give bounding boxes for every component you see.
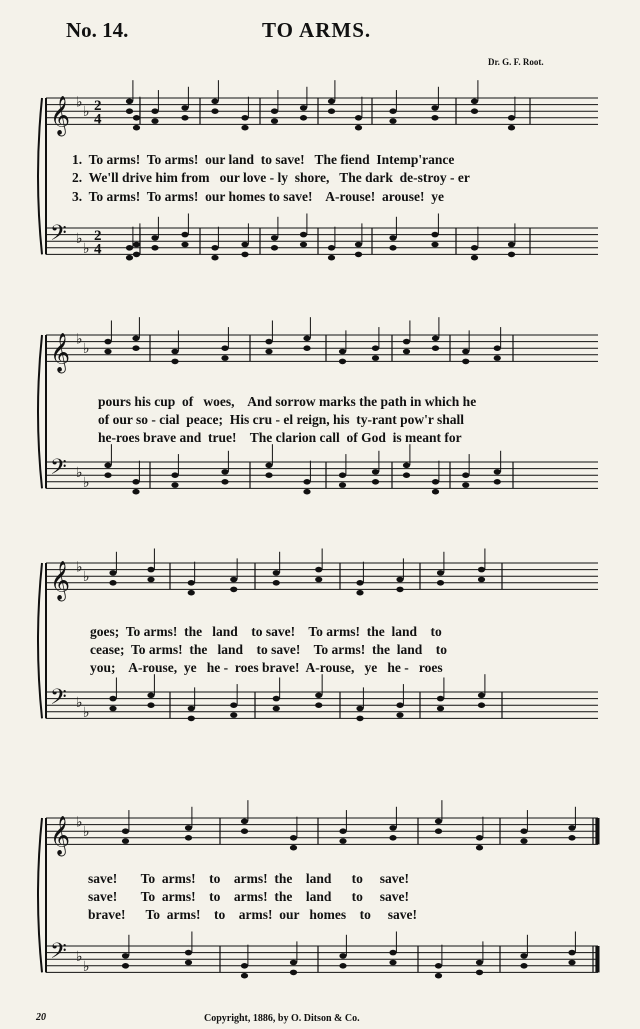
brace-icon [38, 563, 42, 718]
note-head [389, 835, 396, 841]
bass-clef-icon: 𝄢 [50, 939, 67, 970]
note-head [271, 108, 278, 114]
note-head [303, 479, 310, 485]
flat-icon: ♭ [83, 240, 90, 257]
note-head [471, 108, 478, 114]
note-head [126, 245, 133, 251]
note-head [508, 252, 515, 258]
note-head [221, 355, 228, 361]
note-head [188, 716, 195, 722]
note-head [462, 472, 469, 478]
note-head [396, 712, 403, 718]
note-head [122, 953, 129, 959]
note-head [476, 845, 483, 851]
lyric-line: you; A-rouse, ye he - roes brave! A-rouse, ye he - roes [90, 660, 443, 675]
note-head [147, 693, 154, 699]
note-head [339, 953, 346, 959]
flat-icon: ♭ [83, 474, 90, 491]
note-head [435, 819, 442, 825]
note-head [339, 482, 346, 488]
flat-icon: ♭ [83, 341, 90, 358]
note-head [389, 960, 396, 966]
note-head [132, 489, 139, 495]
time-signature-bottom: 4 [94, 111, 102, 128]
note-head [389, 825, 396, 831]
note-head [520, 963, 527, 969]
note-head [396, 587, 403, 593]
note-head [389, 950, 396, 956]
note-head [389, 245, 396, 251]
note-head [271, 245, 278, 251]
note-head [230, 577, 237, 583]
note-head [431, 232, 438, 238]
note-head [241, 252, 248, 258]
bass-clef-icon: 𝄢 [50, 455, 67, 486]
lyric-line: goes; To arms! the land to save! To arms! the land to [90, 624, 442, 639]
note-head [147, 567, 154, 573]
note-head [221, 345, 228, 351]
lyric-line: brave! To arms! to arms! our homes to save! [88, 907, 417, 922]
note-head [435, 828, 442, 834]
note-head [265, 349, 272, 355]
note-head [471, 245, 478, 251]
note-head [431, 105, 438, 111]
note-head [104, 339, 111, 345]
note-head [328, 108, 335, 114]
note-head [241, 125, 248, 131]
note-head [356, 580, 363, 586]
lyric-line: cease; To arms! the land to save! To arms! the land to [90, 642, 447, 657]
note-head [265, 472, 272, 478]
lyric-line: of our so - cial peace; His cru - el reign, his ty-rant pow'r shall [98, 412, 464, 427]
note-head [290, 845, 297, 851]
note-head [494, 479, 501, 485]
treble-clef-icon: 𝄞 [50, 815, 71, 856]
flat-icon: ♭ [76, 559, 83, 576]
note-head [478, 577, 485, 583]
composer-credit: Dr. G. F. Root. [488, 57, 544, 67]
note-head [471, 255, 478, 261]
note-head [265, 463, 272, 469]
note-head [520, 953, 527, 959]
note-head [132, 336, 139, 342]
note-head [396, 577, 403, 583]
note-head [211, 108, 218, 114]
bass-clef-icon: 𝄢 [50, 221, 67, 252]
lyric-line: pours his cup of woes, And sorrow marks the path in which he [98, 394, 477, 409]
treble-clef-icon: 𝄞 [50, 332, 71, 373]
note-head [328, 255, 335, 261]
note-head [185, 950, 192, 956]
note-head [126, 108, 133, 114]
note-head [185, 960, 192, 966]
note-head [185, 825, 192, 831]
note-head [328, 245, 335, 251]
note-head [188, 706, 195, 712]
note-head [273, 570, 280, 576]
note-head [328, 99, 335, 105]
note-head [356, 716, 363, 722]
note-head [122, 963, 129, 969]
note-head [476, 960, 483, 966]
note-head [303, 345, 310, 351]
note-head [355, 252, 362, 258]
note-head [147, 702, 154, 708]
note-head [300, 242, 307, 248]
note-head [211, 99, 218, 105]
note-head [356, 590, 363, 596]
note-head [230, 712, 237, 718]
lyric-line: 3. To arms! To arms! our homes to save! A-rouse! arouse! ye [72, 189, 444, 204]
time-signature-top: 2 [94, 228, 102, 245]
note-head [230, 702, 237, 708]
note-head [389, 235, 396, 241]
note-head [147, 577, 154, 583]
note-head [403, 349, 410, 355]
lyric-line: 1. To arms! To arms! our land to save! The fiend Intemp'rance [72, 152, 455, 167]
note-head [109, 696, 116, 702]
note-head [300, 115, 307, 121]
brace-icon [38, 335, 42, 488]
note-head [126, 99, 133, 105]
hymn-number: No. 14. [66, 18, 129, 42]
note-head [133, 242, 140, 248]
note-head [171, 472, 178, 478]
note-head [520, 828, 527, 834]
note-head [435, 973, 442, 979]
flat-icon: ♭ [83, 958, 90, 975]
note-head [211, 255, 218, 261]
page-number: 20 [36, 1012, 46, 1023]
note-head [339, 963, 346, 969]
note-head [432, 336, 439, 342]
note-head [437, 580, 444, 586]
note-head [508, 115, 515, 121]
note-head [181, 105, 188, 111]
note-head [432, 479, 439, 485]
treble-clef-icon: 𝄞 [50, 560, 71, 601]
note-head [339, 838, 346, 844]
note-head [462, 482, 469, 488]
note-head [315, 702, 322, 708]
note-head [476, 970, 483, 976]
note-head [403, 472, 410, 478]
note-head [221, 469, 228, 475]
note-head [185, 835, 192, 841]
note-head [339, 349, 346, 355]
note-head [494, 355, 501, 361]
copyright-notice: Copyright, 1886, by O. Ditson & Co. [204, 1013, 360, 1024]
note-head [300, 232, 307, 238]
note-head [396, 702, 403, 708]
note-head [478, 567, 485, 573]
note-head [432, 345, 439, 351]
note-head [389, 118, 396, 124]
treble-clef-icon: 𝄞 [50, 95, 71, 136]
lyric-line: save! To arms! to arms! the land to save! [88, 889, 409, 904]
note-head [372, 355, 379, 361]
note-head [339, 359, 346, 365]
lyric-line: save! To arms! to arms! the land to save! [88, 871, 409, 886]
note-head [171, 482, 178, 488]
note-head [355, 242, 362, 248]
note-head [403, 339, 410, 345]
note-head [462, 349, 469, 355]
hymn-title: TO ARMS. [262, 18, 372, 42]
note-head [133, 125, 140, 131]
note-head [568, 960, 575, 966]
note-head [431, 115, 438, 121]
note-head [271, 235, 278, 241]
note-head [133, 252, 140, 258]
note-head [188, 580, 195, 586]
flat-icon: ♭ [76, 94, 83, 111]
note-head [315, 567, 322, 573]
note-head [230, 587, 237, 593]
flat-icon: ♭ [76, 814, 83, 831]
time-signature-bottom: 4 [94, 241, 102, 258]
note-head [273, 706, 280, 712]
note-head [494, 469, 501, 475]
note-head [181, 232, 188, 238]
note-head [339, 828, 346, 834]
note-head [355, 125, 362, 131]
note-head [151, 245, 158, 251]
note-head [372, 479, 379, 485]
note-head [372, 469, 379, 475]
flat-icon: ♭ [83, 704, 90, 721]
flat-icon: ♭ [83, 104, 90, 121]
note-head [432, 489, 439, 495]
brace-icon [38, 98, 42, 254]
time-signature-top: 2 [94, 98, 102, 115]
note-head [403, 463, 410, 469]
note-head [181, 115, 188, 121]
note-head [339, 472, 346, 478]
note-head [315, 693, 322, 699]
note-head [273, 580, 280, 586]
flat-icon: ♭ [76, 948, 83, 965]
note-head [151, 108, 158, 114]
note-head [462, 359, 469, 365]
note-head [265, 339, 272, 345]
note-head [315, 577, 322, 583]
note-head [372, 345, 379, 351]
note-head [188, 590, 195, 596]
note-head [356, 706, 363, 712]
note-head [290, 970, 297, 976]
note-head [389, 108, 396, 114]
note-head [241, 828, 248, 834]
note-head [300, 105, 307, 111]
lyric-line: he-roes brave and true! The clarion call of God is meant for [98, 430, 462, 445]
note-head [355, 115, 362, 121]
note-head [494, 345, 501, 351]
flat-icon: ♭ [76, 230, 83, 247]
brace-icon [38, 818, 42, 972]
note-head [109, 580, 116, 586]
lyric-line: 2. We'll drive him from our love - ly shore, The dark de-stroy - er [72, 170, 470, 185]
note-head [151, 118, 158, 124]
note-head [290, 960, 297, 966]
note-head [241, 115, 248, 121]
note-head [133, 115, 140, 121]
note-head [471, 99, 478, 105]
note-head [211, 245, 218, 251]
note-head [241, 819, 248, 825]
note-head [303, 336, 310, 342]
note-head [303, 489, 310, 495]
note-head [508, 242, 515, 248]
note-head [478, 693, 485, 699]
note-head [221, 479, 228, 485]
bass-clef-icon: 𝄢 [50, 685, 67, 716]
note-head [151, 235, 158, 241]
note-head [508, 125, 515, 131]
note-head [568, 950, 575, 956]
note-head [171, 349, 178, 355]
note-head [122, 838, 129, 844]
note-head [122, 828, 129, 834]
note-head [109, 570, 116, 576]
note-head [171, 359, 178, 365]
note-head [568, 825, 575, 831]
note-head [437, 570, 444, 576]
note-head [437, 696, 444, 702]
note-head [241, 963, 248, 969]
note-head [104, 463, 111, 469]
note-head [132, 345, 139, 351]
note-head [109, 706, 116, 712]
note-head [431, 242, 438, 248]
note-head [132, 479, 139, 485]
note-head [181, 242, 188, 248]
note-head [241, 973, 248, 979]
flat-icon: ♭ [76, 464, 83, 481]
note-head [476, 835, 483, 841]
note-head [478, 702, 485, 708]
note-head [273, 696, 280, 702]
note-head [568, 835, 575, 841]
note-head [104, 472, 111, 478]
flat-icon: ♭ [83, 569, 90, 586]
flat-icon: ♭ [76, 694, 83, 711]
note-head [290, 835, 297, 841]
note-head [104, 349, 111, 355]
flat-icon: ♭ [83, 824, 90, 841]
flat-icon: ♭ [76, 331, 83, 348]
note-head [241, 242, 248, 248]
note-head [126, 255, 133, 261]
note-head [437, 706, 444, 712]
note-head [271, 118, 278, 124]
note-head [435, 963, 442, 969]
note-head [520, 838, 527, 844]
